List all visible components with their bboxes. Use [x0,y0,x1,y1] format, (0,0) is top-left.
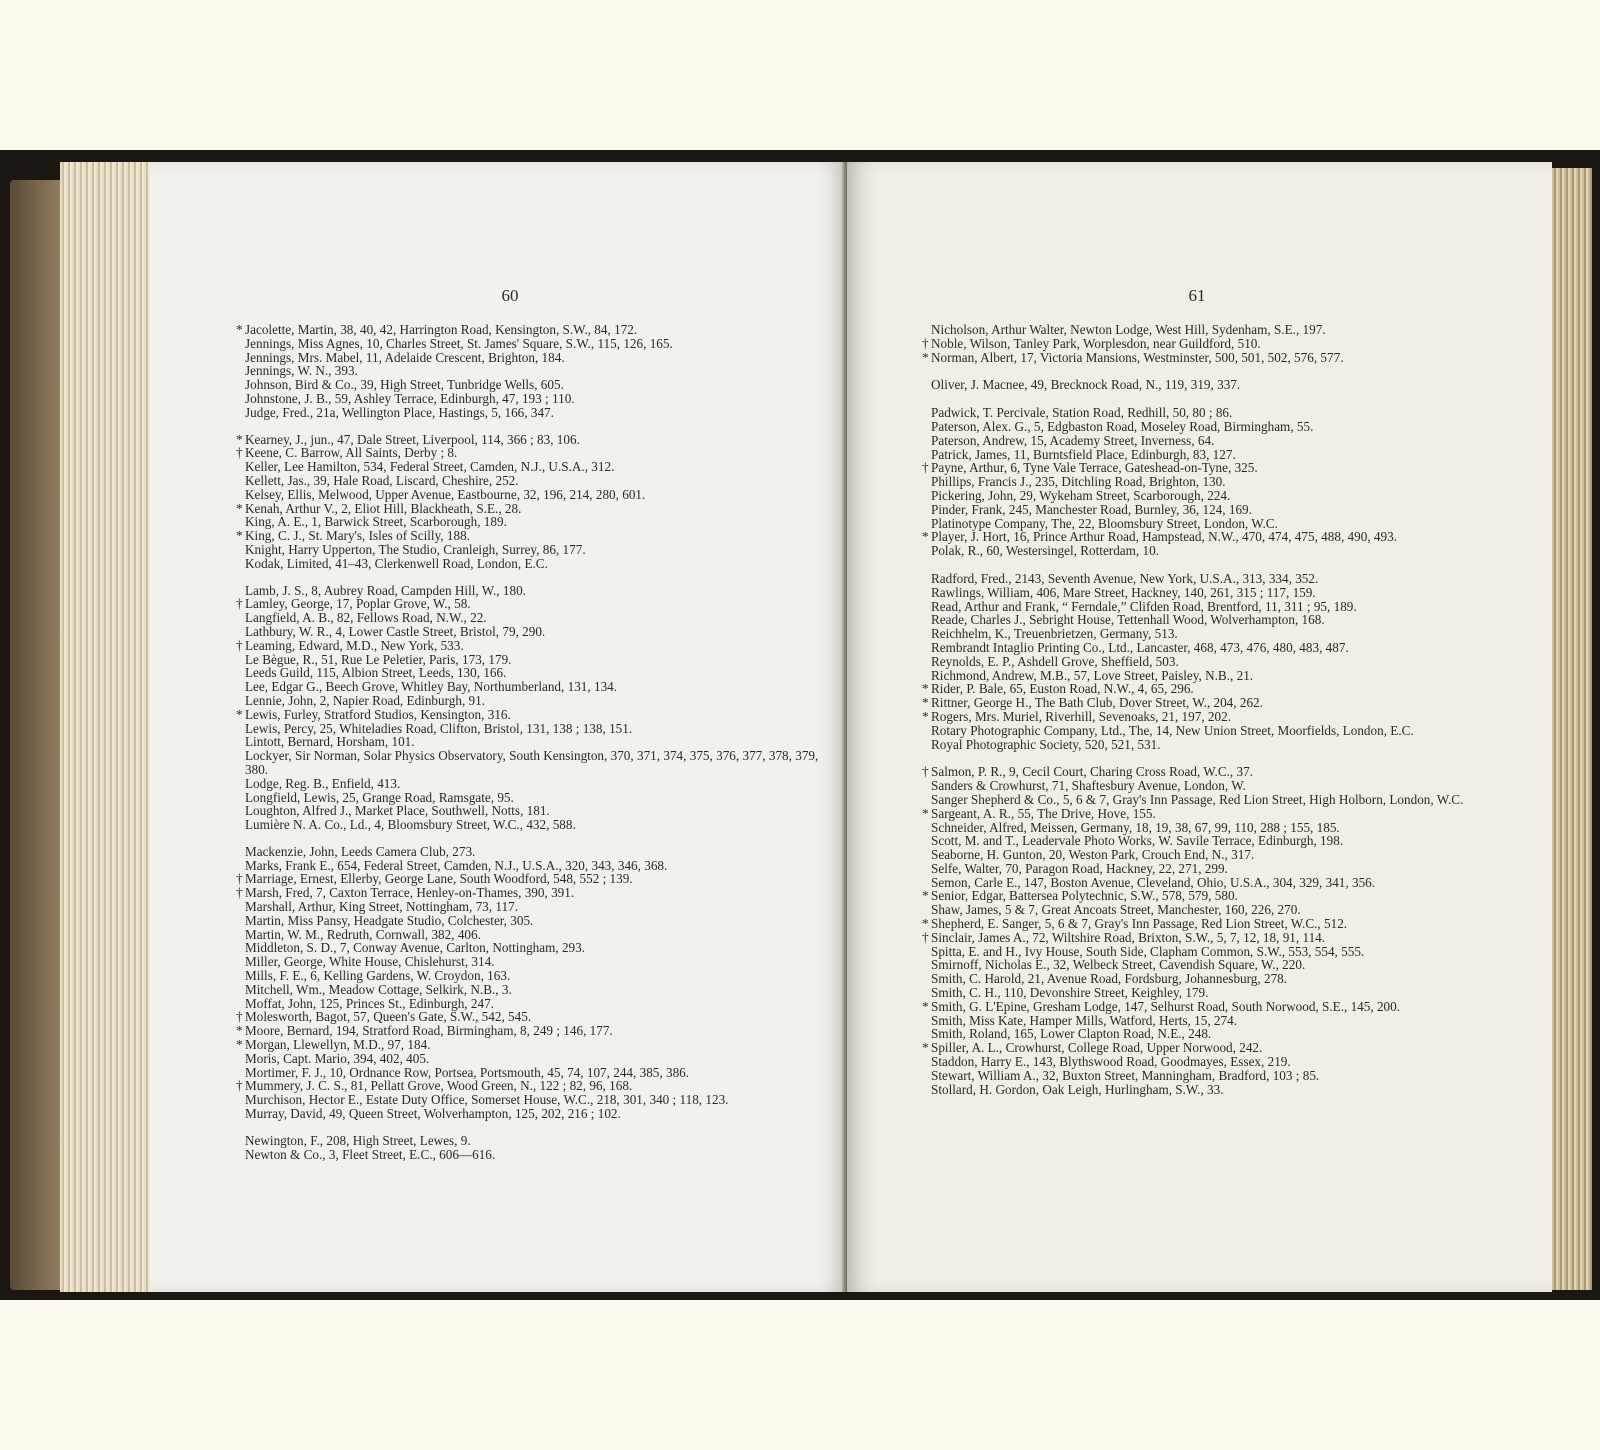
entry-mark: * [922,805,929,821]
index-entry [236,1093,836,1107]
entry-text: Shaw, James, 5 & 7, Great Ancoats Street, Manchester, 160, 226, 270. [931,902,1301,918]
entry-text: Lintott, Bernard, Horsham, 101. [245,734,415,750]
entry-text: Smith, C. Harold, 21, Avenue Road, Fordsburg, Johannesburg, 278. [931,971,1288,987]
entry-text: Rogers, Mrs. Muriel, Riverhill, Sevenoaks, 21, 197, 202. [931,708,1231,724]
entry-text: Loughton, Alfred J., Market Place, Southwell, Notts, 181. [245,803,550,819]
entry-text: Richmond, Andrew, M.B., 57, Love Street, Paisley, N.B., 21. [931,667,1254,683]
entry-text: Newton & Co., 3, Fleet Street, E.C., 606—616. [245,1146,496,1162]
index-entry [236,708,836,722]
index-entry [922,448,1532,462]
entry-text: Marsh, Fred, 7, Caxton Terrace, Henley-on-Thames, 390, 391. [245,885,575,901]
index-entry [236,1134,836,1148]
group-spacer [922,558,1532,572]
index-entry [236,1052,836,1066]
index-entry [236,997,836,1011]
index-entry [236,611,836,625]
index-entry [922,724,1532,738]
index-entry [236,625,836,639]
entry-text: Paterson, Alex. G., 5, Edgbaston Road, Moseley Road, Birmingham, 55. [931,418,1314,434]
entry-text: Noble, Wilson, Tanley Park, Worplesdon, near Guildford, 510. [931,335,1261,351]
entry-text: Rawlings, William, 406, Mare Street, Hackney, 140, 261, 315 ; 117, 159. [931,584,1316,600]
entry-text: Phillips, Francis J., 235, Ditchling Road, Brighton, 130. [931,474,1226,490]
index-entry [922,682,1532,696]
index-entry [236,818,836,832]
index-entry [236,584,836,598]
index-entry [236,323,836,337]
index-entry [922,475,1532,489]
index-entry [922,351,1532,365]
index-entry [236,914,836,928]
index-entry [236,488,836,502]
index-entry [236,722,836,736]
index-entry [922,489,1532,503]
group-spacer [922,751,1532,765]
entry-mark: * [922,681,929,697]
entry-text: Mummery, J. C. S., 81, Pellatt Grove, Wood Green, N., 122 ; 82, 96, 168. [245,1078,633,1094]
index-entry [236,378,836,392]
entry-text: Lewis, Furley, Stratford Studios, Kensington, 316. [245,706,511,722]
entry-text: Spiller, A. L., Crowhurst, College Road, Upper Norwood, 242. [931,1040,1263,1056]
index-entry [236,680,836,694]
entry-text: Semon, Carle E., 147, Boston Avenue, Cleveland, Ohio, U.S.A., 304, 329, 341, 356. [931,874,1376,890]
entry-mark: * [236,431,243,447]
entry-mark: * [922,349,929,365]
index-entry [922,821,1532,835]
entry-text: Jennings, Miss Agnes, 10, Charles Street, St. James' Square, S.W., 115, 126, 165. [245,335,673,351]
index-entries-right [922,323,1532,1096]
index-entry [236,337,836,351]
index-entry [922,600,1532,614]
index-entry [236,983,836,997]
entry-text: Smirnoff, Nicholas E., 32, Welbeck Street, Cavendish Square, W., 220. [931,957,1306,973]
entry-text: Mortimer, F. J., 10, Ordnance Row, Portsea, Portsmouth, 45, 74, 107, 244, 385, 386. [245,1064,690,1080]
entry-text: Lewis, Percy, 25, Whiteladies Road, Clifton, Bristol, 131, 138 ; 138, 151. [245,720,633,736]
index-entry [922,862,1532,876]
index-entry [236,845,836,859]
entry-text: Moris, Capt. Mario, 394, 402, 405. [245,1050,430,1066]
entry-mark: * [922,1040,929,1056]
entry-text: Murray, David, 49, Queen Street, Wolverhampton, 125, 202, 216 ; 102. [245,1106,621,1122]
index-entry [922,779,1532,793]
index-entry [922,1041,1532,1055]
index-entry [922,517,1532,531]
index-entry [236,1148,836,1162]
entry-mark: * [236,322,243,337]
entry-mark: † [922,764,929,780]
entry-text: Longfield, Lewis, 25, Grange Road, Ramsgate, 95. [245,789,514,805]
entry-mark: † [236,1009,243,1025]
entry-text: Polak, R., 60, Westersingel, Rotterdam, 10. [931,543,1159,559]
index-entry [236,433,836,447]
entry-text: Keller, Lee Hamilton, 534, Federal Street, Camden, N.J., U.S.A., 312. [245,459,615,475]
entry-text: Padwick, T. Percivale, Station Road, Redhill, 50, 80 ; 86. [931,405,1233,421]
index-entry [922,323,1532,337]
entry-text: Kearney, J., jun., 47, Dale Street, Liverpool, 114, 366 ; 83, 106. [245,431,580,447]
entry-mark: † [236,885,243,901]
entry-text: Newington, F., 208, High Street, Lewes, 9. [245,1132,471,1148]
entry-text: Patrick, James, 11, Burntsfield Place, Edinburgh, 83, 127. [931,446,1236,462]
entry-text: Scott, M. and T., Leadervale Photo Works, W. Savile Terrace, Edinburgh, 198. [931,833,1344,849]
entry-text: Rittner, George H., The Bath Club, Dover Street, W., 204, 262. [931,695,1263,711]
index-entry [236,735,836,749]
index-entry [236,928,836,942]
index-entry [236,1024,836,1038]
index-entry [922,876,1532,890]
entry-text: Marriage, Ernest, Ellerby, George Lane, South Woodford, 548, 552 ; 139. [245,871,633,887]
entry-text: Martin, W. M., Redruth, Cornwall, 382, 406. [245,926,481,942]
index-entry [922,1055,1532,1069]
entry-text: Pinder, Frank, 245, Manchester Road, Burnley, 36, 124, 169. [931,501,1252,517]
index-entry [236,653,836,667]
index-entry [236,955,836,969]
entry-mark: * [236,500,243,516]
entry-text: Leaming, Edward, M.D., New York, 533. [245,637,464,653]
entry-text: Senior, Edgar, Battersea Polytechnic, S.W., 578, 579, 580. [931,888,1238,904]
index-entry [922,420,1532,434]
index-entry [236,1066,836,1080]
index-entry [922,958,1532,972]
index-entry [236,1107,836,1121]
entry-text: Leeds Guild, 115, Albion Street, Leeds, 130, 166. [245,665,507,681]
index-entry [236,460,836,474]
index-entry [922,627,1532,641]
index-entry [236,1079,836,1093]
index-entry [922,793,1532,807]
index-entry [236,872,836,886]
entry-text: Salmon, P. R., 9, Cecil Court, Charing Cross Road, W.C., 37. [931,764,1254,780]
entry-text: Selfe, Walter, 70, Paragon Road, Hackney, 22, 271, 299. [931,860,1228,876]
index-entry [922,378,1532,392]
index-entry [922,530,1532,544]
entry-mark: † [236,637,243,653]
entry-text: Norman, Albert, 17, Victoria Mansions, Westminster, 500, 501, 502, 576, 577. [931,349,1344,365]
index-entry [922,889,1532,903]
entry-mark: † [922,335,929,351]
entry-text: Lamley, George, 17, Poplar Grove, W., 58. [245,596,471,612]
index-entry [922,738,1532,752]
index-entry [922,696,1532,710]
left-page [150,162,847,1292]
index-entry [922,655,1532,669]
entry-text: Lamb, J. S., 8, Aubrey Road, Campden Hill, W., 180. [245,582,526,598]
entry-text: Kodak, Limited, 41–43, Clerkenwell Road, London, E.C. [245,555,548,571]
entry-mark: † [236,871,243,887]
page-edges-right [1552,168,1592,1290]
index-entry [236,777,836,791]
index-entry [922,641,1532,655]
entry-text: Molesworth, Bagot, 57, Queen's Gate, S.W., 542, 545. [245,1009,532,1025]
entry-text: Nicholson, Arthur Walter, Newton Lodge, West Hill, Sydenham, S.E., 197. [931,322,1326,337]
entry-text: Smith, G. L'Epine, Gresham Lodge, 147, Selhurst Road, South Norwood, S.E., 145, 200. [931,998,1401,1014]
entry-text: Kelsey, Ellis, Melwood, Upper Avenue, Eastbourne, 32, 196, 214, 280, 601. [245,486,646,502]
index-entry [236,502,836,516]
entry-text: King, A. E., 1, Barwick Street, Scarborough, 189. [245,514,507,530]
entry-mark: * [236,1023,243,1039]
scan-margin-bottom [0,1300,1600,1450]
entry-mark: † [922,460,929,476]
entry-text: Player, J. Hort, 16, Prince Arthur Road, Hampstead, N.W., 470, 474, 475, 488, 490, 493. [931,529,1397,545]
index-entry [922,1027,1532,1041]
group-spacer [922,392,1532,406]
index-entry [922,986,1532,1000]
index-entry [236,791,836,805]
entry-mark: * [922,916,929,932]
index-entry [922,572,1532,586]
index-entry [922,1083,1532,1097]
entry-text: Miller, George, White House, Chislehurst, 314. [245,954,495,970]
index-entry [236,1010,836,1024]
entry-text: Langfield, A. B., 82, Fellows Road, N.W., 22. [245,610,487,626]
entry-text: Smith, C. H., 110, Devonshire Street, Keighley, 179. [931,985,1209,1001]
index-entry [236,886,836,900]
entry-mark: * [922,888,929,904]
index-entry [922,434,1532,448]
entry-text: Morgan, Llewellyn, M.D., 97, 184. [245,1037,431,1053]
index-entry [922,613,1532,627]
entry-text: Mackenzie, John, Leeds Camera Club, 273. [245,843,476,859]
index-entries-left [236,323,836,1161]
entry-text: Moore, Bernard, 194, Stratford Road, Birmingham, 8, 249 ; 146, 177. [245,1023,613,1039]
entry-text: Paterson, Andrew, 15, Academy Street, Inverness, 64. [931,432,1215,448]
entry-text: Staddon, Harry E., 143, Blythswood Road, Goodmayes, Essex, 219. [931,1054,1291,1070]
entry-text: Marks, Frank E., 654, Federal Street, Camden, N.J., U.S.A., 320, 343, 346, 368. [245,857,668,873]
entry-mark: † [236,445,243,461]
index-entry [236,639,836,653]
entry-text: Rotary Photographic Company, Ltd., The, 14, New Union Street, Moorfields, London, E.C. [931,722,1414,738]
index-entry [922,931,1532,945]
entry-mark: * [236,528,243,544]
index-entry [922,1000,1532,1014]
entry-text: Stollard, H. Gordon, Oak Leigh, Hurlingham, S.W., 33. [931,1081,1224,1097]
right-page [847,162,1552,1292]
entry-text: Marshall, Arthur, King Street, Nottingham, 73, 117. [245,899,518,915]
index-entry [922,834,1532,848]
entry-text: Kenah, Arthur V., 2, Eliot Hill, Blackheath, S.E., 28. [245,500,522,516]
entry-text: Kellett, Jas., 39, Hale Road, Liscard, Cheshire, 252. [245,472,519,488]
index-entry [236,900,836,914]
entry-text: Payne, Arthur, 6, Tyne Vale Terrace, Gateshead-on-Tyne, 325. [931,460,1258,476]
entry-text: Sinclair, James A., 72, Wiltshire Road, Brixton, S.W., 5, 7, 12, 18, 91, 114. [931,929,1326,945]
entry-text: Schneider, Alfred, Meissen, Germany, 18, 19, 38, 67, 99, 110, 288 ; 155, 185. [931,819,1340,835]
entry-text: Lathbury, W. R., 4, Lower Castle Street, Bristol, 79, 290. [245,623,546,639]
entry-mark: † [236,1078,243,1094]
index-entry [236,804,836,818]
index-entry [236,1038,836,1052]
entry-text: Spitta, E. and H., Ivy House, South Side, Clapham Common, S.W., 553, 554, 555. [931,943,1365,959]
index-entry [922,903,1532,917]
entry-text: Lodge, Reg. B., Enfield, 413. [245,775,401,791]
page-number: 60 [501,286,519,305]
entry-mark: * [922,708,929,724]
index-entry [236,597,836,611]
entry-text: Johnstone, J. B., 59, Ashley Terrace, Edinburgh, 47, 193 ; 110. [245,390,575,406]
index-entry [236,351,836,365]
entry-mark: * [236,706,243,722]
entry-text: Jennings, Mrs. Mabel, 11, Adelaide Crescent, Brighton, 184. [245,349,565,365]
entry-text: Mitchell, Wm., Meadow Cottage, Selkirk, N.B., 3. [245,981,512,997]
entry-mark: † [922,929,929,945]
entry-text: Jacolette, Martin, 38, 40, 42, Harrington Road, Kensington, S.W., 84, 172. [245,322,638,337]
entry-text: Stewart, William A., 32, Buxton Street, Manningham, Bradford, 103 ; 85. [931,1067,1320,1083]
entry-text: Rembrandt Intaglio Printing Co., Ltd., Lancaster, 468, 473, 476, 480, 483, 487. [931,639,1349,655]
entry-text: Radford, Fred., 2143, Seventh Avenue, New York, U.S.A., 313, 334, 352. [931,570,1319,586]
entry-text: Reade, Charles J., Sebright House, Tettenhall Wood, Wolverhampton, 168. [931,612,1325,628]
index-entry [922,848,1532,862]
entry-text: Smith, Miss Kate, Hamper Mills, Watford, Herts, 15, 274. [931,1012,1238,1028]
entry-text: Mills, F. E., 6, Kelling Gardens, W. Croydon, 163. [245,968,511,984]
index-entry [236,392,836,406]
entry-text: Johnson, Bird & Co., 39, High Street, Tunbridge Wells, 605. [245,377,564,393]
index-entry [922,337,1532,351]
index-entry [922,586,1532,600]
entry-text: Seaborne, H. Gunton, 20, Weston Park, Crouch End, N., 317. [931,847,1255,863]
entry-text: Rider, P. Bale, 65, Euston Road, N.W., 4, 65, 296. [931,681,1194,697]
index-entry [236,694,836,708]
index-entry [922,807,1532,821]
index-entry [922,406,1532,420]
entry-text: Keene, C. Barrow, All Saints, Derby ; 8. [245,445,458,461]
entry-text: Shepherd, E. Sanger, 5, 6 & 7, Gray's Inn Passage, Red Lion Street, W.C., 512. [931,916,1348,932]
index-entry [922,669,1532,683]
index-entry [236,543,836,557]
entry-text: Murchison, Hector E., Estate Duty Office, Somerset House, W.C., 218, 301, 340 ; 118, 123. [245,1092,729,1108]
entry-text: Reynolds, E. P., Ashdell Grove, Sheffield, 503. [931,653,1179,669]
index-entry [922,1069,1532,1083]
entry-text: Knight, Harry Upperton, The Studio, Cranleigh, Surrey, 86, 177. [245,541,586,557]
entry-text: Lockyer, Sir Norman, Solar Physics Observatory, South Kensington, 370, 371, 374, 375, 376, 377, 378, 379, 380. [245,748,819,777]
index-entry [922,544,1532,558]
entry-text: Middleton, S. D., 7, Conway Avenue, Carlton, Nottingham, 293. [245,940,586,956]
entry-mark: † [236,596,243,612]
entry-text: King, C. J., St. Mary's, Isles of Scilly, 188. [245,528,470,544]
scan-margin-top [0,0,1600,150]
index-entry [236,474,836,488]
entry-text: Smith, Roland, 165, Lower Clapton Road, N.E., 248. [931,1026,1212,1042]
index-entry [922,461,1532,475]
entry-text: Jennings, W. N., 393. [245,363,358,379]
index-entry [236,364,836,378]
index-entry [922,945,1532,959]
entry-text: Moffat, John, 125, Princes St., Edinburgh, 247. [245,995,494,1011]
index-entry [236,859,836,873]
entry-text: Oliver, J. Macnee, 49, Brecknock Road, N., 119, 319, 337. [931,377,1241,393]
index-entry [236,446,836,460]
entry-text: Le Bègue, R., 51, Rue Le Peletier, Paris, 173, 179. [245,651,512,667]
index-entry [236,529,836,543]
entry-text: Sargeant, A. R., 55, The Drive, Hove, 155. [931,805,1156,821]
page-number: 61 [1188,286,1206,305]
index-entry [922,710,1532,724]
index-entry [922,765,1532,779]
index-entry [236,515,836,529]
index-entry [922,1014,1532,1028]
entry-text: Martin, Miss Pansy, Headgate Studio, Colchester, 305. [245,912,534,928]
entry-text: Lennie, John, 2, Napier Road, Edinburgh, 91. [245,692,486,708]
group-spacer [922,364,1532,378]
entry-text: Reichhelm, K., Treuenbrietzen, Germany, 513. [931,626,1178,642]
entry-text: Sanders & Crowhurst, 71, Shaftesbury Avenue, London, W. [931,778,1246,794]
entry-text: Lumière N. A. Co., Ld., 4, Bloomsbury Street, W.C., 432, 588. [245,817,576,833]
entry-text: Read, Arthur and Frank, “ Ferndale,” Clifden Road, Brentford, 11, 311 ; 95, 189. [931,598,1357,614]
index-entry [922,917,1532,931]
index-entry [236,749,836,777]
index-entry [236,969,836,983]
index-entry [236,941,836,955]
entry-text: Royal Photographic Society, 520, 521, 531. [931,736,1161,752]
page-edges-left [60,162,155,1292]
entry-mark: * [922,529,929,545]
entry-mark: * [922,695,929,711]
entry-text: Judge, Fred., 21a, Wellington Place, Hastings, 5, 166, 347. [245,404,554,420]
index-entry [236,406,836,420]
entry-text: Platinotype Company, The, 22, Bloomsbury Street, London, W.C. [931,515,1278,531]
entry-text: Sanger Shepherd & Co., 5, 6 & 7, Gray's Inn Passage, Red Lion Street, High Holborn, London, W.C. [931,791,1464,807]
entry-text: Lee, Edgar G., Beech Grove, Whitley Bay, Northumberland, 131, 134. [245,679,618,695]
entry-mark: * [236,1037,243,1053]
index-entry [922,503,1532,517]
entry-text: Pickering, John, 29, Wykeham Street, Scarborough, 224. [931,487,1231,503]
index-entry [922,972,1532,986]
index-entry [236,666,836,680]
entry-mark: * [922,998,929,1014]
index-entry [236,557,836,571]
